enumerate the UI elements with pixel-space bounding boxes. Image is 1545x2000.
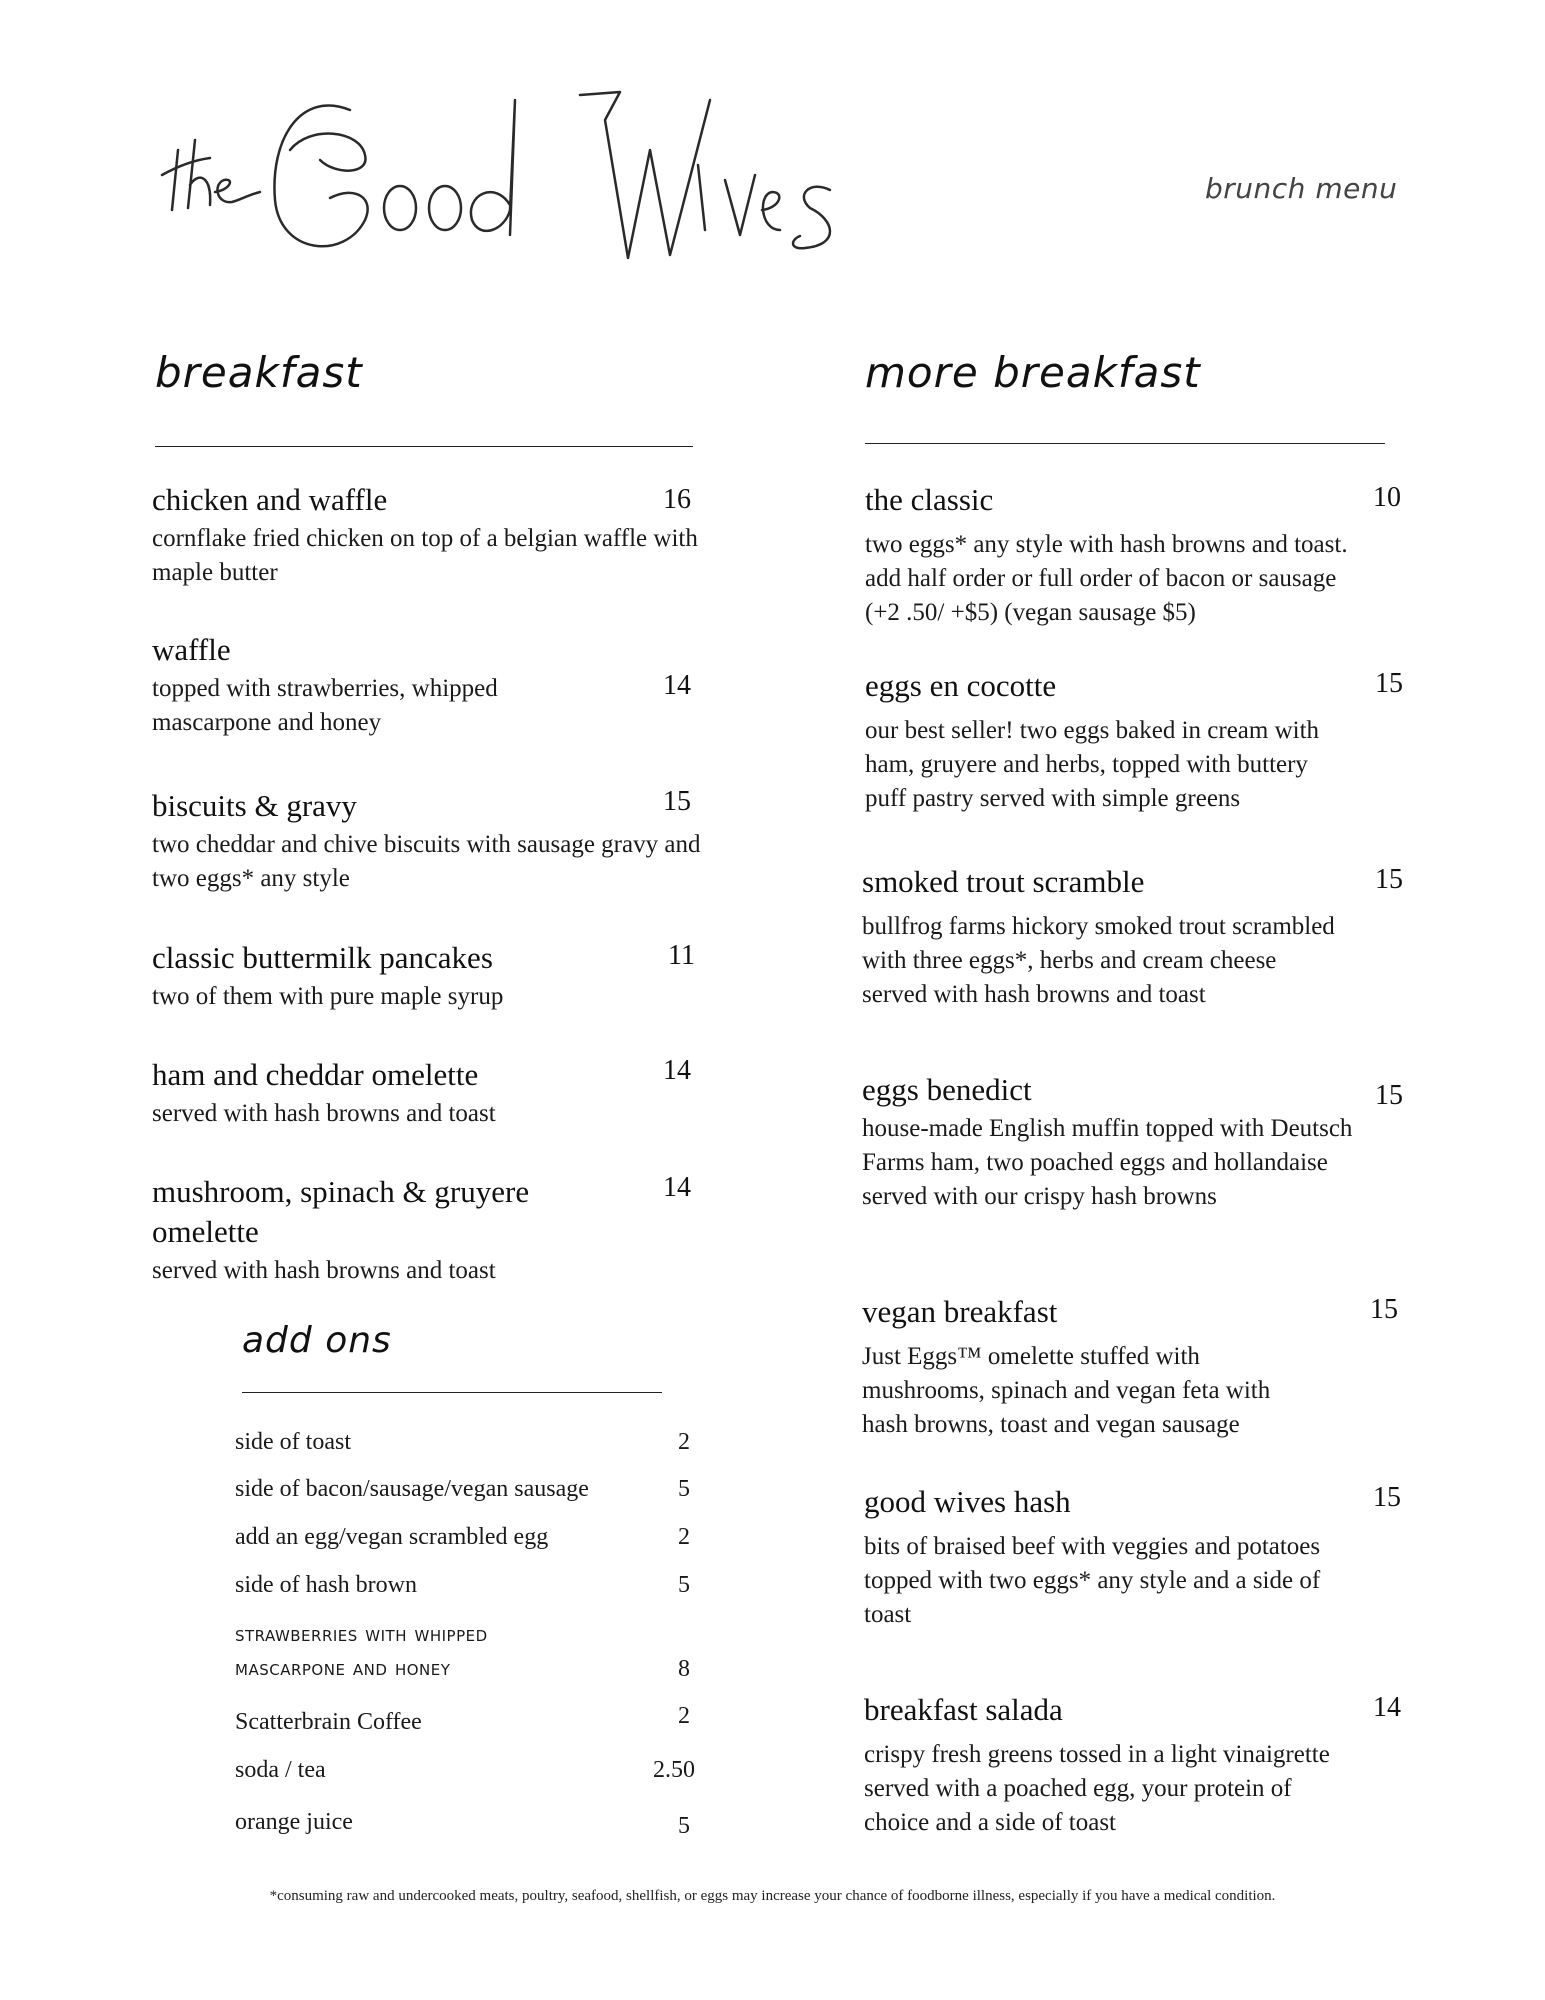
- item-description: bullfrog farms hickory smoked trout scrambled with three eggs*, herbs and cream cheese served with hash browns and toast: [862, 913, 1335, 1008]
- addon-item: [235, 1568, 695, 1602]
- item-price: 16: [663, 484, 691, 515]
- item-description: served with hash browns and toast: [152, 1257, 496, 1284]
- item-description: crispy fresh greens tossed in a light vinaigrette served with a poached egg, your protein of choice and a side of toast: [864, 1741, 1330, 1836]
- addon-item: [235, 1805, 695, 1839]
- item-price: 15: [663, 786, 691, 817]
- item-name: smoked trout scramble: [862, 864, 1145, 899]
- addon-name: soda / tea: [235, 1757, 326, 1783]
- item-price: 15: [1375, 668, 1403, 699]
- item-description: served with hash browns and toast: [152, 1100, 496, 1127]
- addon-price: 2: [678, 1703, 690, 1729]
- item-description: bits of braised beef with veggies and potatoes topped with two eggs* any style and a side of toast: [864, 1533, 1321, 1628]
- addon-item: [235, 1425, 695, 1459]
- addon-name: Scatterbrain Coffee: [235, 1709, 422, 1735]
- item-name: biscuits & gravy: [152, 788, 357, 823]
- good-wives-logo-icon: [150, 80, 920, 280]
- item-name: breakfast salada: [864, 1692, 1063, 1727]
- addon-item: [235, 1753, 695, 1787]
- item-description: two of them with pure maple syrup: [152, 983, 504, 1010]
- item-price: 15: [1375, 864, 1403, 895]
- item-description: cornflake fried chicken on top of a belgian waffle with maple butter: [152, 525, 698, 586]
- menu-item: [152, 630, 691, 740]
- item-price: 14: [663, 1172, 691, 1203]
- item-price: 14: [1373, 1692, 1401, 1723]
- addon-price: 5: [678, 1476, 690, 1502]
- addon-price: 5: [678, 1813, 690, 1839]
- item-description: topped with strawberries, whipped mascarpone and honey: [152, 675, 498, 736]
- menu-item: [864, 1482, 1401, 1632]
- add-ons-divider: [242, 1392, 662, 1393]
- menu-item: [862, 1070, 1403, 1214]
- addon-name: orange juice: [235, 1809, 353, 1835]
- menu-item: [862, 862, 1403, 1012]
- addon-item: [235, 1705, 695, 1739]
- menu-item: [152, 786, 712, 896]
- menu-subtitle: brunch menu: [1205, 172, 1398, 205]
- addon-item: [235, 1472, 695, 1506]
- more-breakfast-divider: [865, 443, 1385, 444]
- item-name: mushroom, spinach & gruyere omelette: [152, 1174, 530, 1249]
- item-name: classic buttermilk pancakes: [152, 940, 493, 975]
- addon-name: side of hash brown: [235, 1572, 417, 1598]
- item-price: 11: [668, 940, 695, 971]
- item-name: good wives hash: [864, 1484, 1071, 1519]
- addon-item: [235, 1618, 695, 1686]
- menu-item: [152, 1172, 691, 1288]
- breakfast-divider: [155, 446, 693, 447]
- item-price: 10: [1373, 482, 1401, 513]
- item-name: eggs en cocotte: [865, 668, 1057, 703]
- item-name: chicken and waffle: [152, 482, 388, 517]
- item-name: eggs benedict: [862, 1072, 1032, 1107]
- addon-name: side of bacon/sausage/vegan sausage: [235, 1476, 589, 1502]
- menu-item: [152, 480, 712, 590]
- item-description: our best seller! two eggs baked in cream with ham, gruyere and herbs, topped with buttery puff pastry served with simple greens: [865, 717, 1320, 812]
- addon-name: side of toast: [235, 1429, 351, 1455]
- item-description: Just Eggs™ omelette stuffed with mushrooms, spinach and vegan feta with hash browns, toast and vegan sausage: [862, 1343, 1271, 1438]
- menu-item: [152, 938, 712, 1014]
- item-name: the classic: [865, 482, 994, 517]
- addon-price: 2: [678, 1429, 690, 1455]
- addon-price: 2: [678, 1524, 690, 1550]
- item-name: vegan breakfast: [862, 1294, 1058, 1329]
- addon-price: 8: [678, 1656, 690, 1682]
- menu-item: [865, 480, 1401, 630]
- addon-name: strawberries with whipped mascarpone and honey: [235, 1622, 488, 1681]
- menu-item: [864, 1690, 1401, 1840]
- item-description: two eggs* any style with hash browns and toast. add half order or full order of bacon or sausage (+2 .50/ +$5) (vegan sausage $5): [865, 531, 1348, 626]
- menu-item: [862, 1292, 1398, 1442]
- add-ons-heading: add ons: [242, 1320, 392, 1361]
- menu-item: [152, 1055, 712, 1131]
- menu-item: [865, 666, 1403, 816]
- allergy-footnote: *consuming raw and undercooked meats, poultry, seafood, shellfish, or eggs may increase your chance of foodborne illness, especially if you have a medical condition.: [269, 1888, 1276, 1904]
- more-breakfast-heading: more breakfast: [865, 348, 1201, 397]
- item-description: two cheddar and chive biscuits with sausage gravy and two eggs* any style: [152, 831, 701, 892]
- addon-price: 2.50: [653, 1757, 695, 1783]
- logo: [150, 80, 920, 280]
- breakfast-heading: breakfast: [155, 348, 363, 397]
- addon-price: 5: [678, 1572, 690, 1598]
- addon-item: [235, 1520, 695, 1554]
- item-price: 14: [663, 1055, 691, 1086]
- item-price: 15: [1370, 1294, 1398, 1325]
- item-price: 14: [663, 670, 691, 701]
- item-name: ham and cheddar omelette: [152, 1057, 479, 1092]
- addon-name: add an egg/vegan scrambled egg: [235, 1524, 549, 1550]
- item-price: 15: [1375, 1080, 1403, 1111]
- item-name: waffle: [152, 632, 231, 667]
- item-price: 15: [1373, 1482, 1401, 1513]
- item-description: house-made English muffin topped with Deutsch Farms ham, two poached eggs and hollandaise served with our crispy hash browns: [862, 1115, 1353, 1210]
